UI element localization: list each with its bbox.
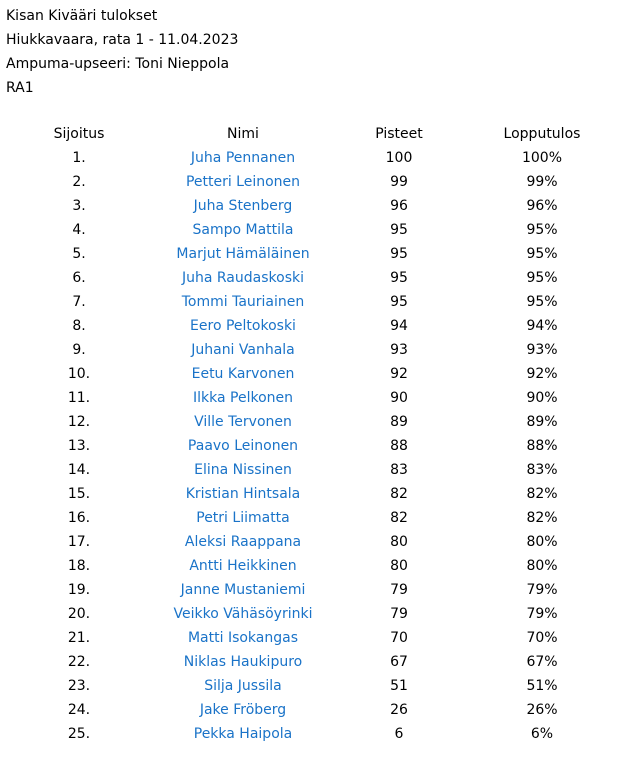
points-cell: 67	[390, 654, 408, 670]
shooter-name-link[interactable]: Kristian Hintsala	[185, 486, 301, 502]
result-cell: 99%	[526, 174, 558, 190]
name-cell	[152, 242, 334, 266]
points-cell: 80	[390, 534, 408, 550]
name-cell	[152, 146, 334, 170]
rank-cell: 20.	[67, 606, 91, 622]
table-row	[6, 170, 620, 194]
result-cell: 82%	[526, 510, 558, 526]
shooter-name-link[interactable]: Jake Fröberg	[199, 702, 287, 718]
name-cell	[152, 530, 334, 554]
result-cell: 80%	[526, 534, 558, 550]
table-row	[6, 650, 620, 674]
points-cell: 95	[390, 270, 408, 286]
table-row	[6, 242, 620, 266]
shooter-name-link[interactable]: Sampo Mattila	[192, 222, 294, 238]
name-cell	[152, 674, 334, 698]
competition-class: RA1	[6, 80, 34, 96]
name-cell	[152, 626, 334, 650]
name-cell	[152, 458, 334, 482]
column-header-result: Lopputulos	[503, 126, 581, 142]
points-cell: 100	[385, 150, 413, 166]
results-table	[6, 122, 620, 746]
shooter-name-link[interactable]: Marjut Hämäläinen	[176, 246, 310, 262]
table-row	[6, 626, 620, 650]
name-cell	[152, 434, 334, 458]
name-cell	[152, 506, 334, 530]
table-row	[6, 194, 620, 218]
result-cell: 100%	[521, 150, 563, 166]
table-row	[6, 530, 620, 554]
table-row	[6, 410, 620, 434]
table-header-row	[6, 122, 620, 146]
result-cell: 83%	[526, 462, 558, 478]
table-row	[6, 290, 620, 314]
result-cell: 82%	[526, 486, 558, 502]
name-cell	[152, 410, 334, 434]
result-cell: 90%	[526, 390, 558, 406]
rank-cell: 13.	[67, 438, 91, 454]
rank-cell: 2.	[72, 174, 86, 190]
column-header-points: Pisteet	[375, 126, 423, 142]
shooter-name-link[interactable]: Paavo Leinonen	[187, 438, 299, 454]
name-cell	[152, 170, 334, 194]
column-header-rank: Sijoitus	[53, 126, 105, 142]
column-header-name: Nimi	[227, 126, 259, 142]
table-row	[6, 578, 620, 602]
shooter-name-link[interactable]: Antti Heikkinen	[189, 558, 297, 574]
result-cell: 67%	[526, 654, 558, 670]
name-cell	[152, 266, 334, 290]
shooter-name-link[interactable]: Matti Isokangas	[187, 630, 299, 646]
points-cell: 80	[390, 558, 408, 574]
result-cell: 89%	[526, 414, 558, 430]
table-row	[6, 314, 620, 338]
shooter-name-link[interactable]: Juha Raudaskoski	[181, 270, 304, 286]
rank-cell: 6.	[72, 270, 86, 286]
rank-cell: 16.	[67, 510, 91, 526]
result-cell: 92%	[526, 366, 558, 382]
range-officer: Ampuma-upseeri: Toni Nieppola	[6, 56, 230, 72]
points-cell: 51	[390, 678, 408, 694]
shooter-name-link[interactable]: Juha Stenberg	[193, 198, 293, 214]
name-cell	[152, 194, 334, 218]
table-row	[6, 698, 620, 722]
result-cell: 95%	[526, 246, 558, 262]
name-cell	[152, 650, 334, 674]
name-cell	[152, 314, 334, 338]
table-row	[6, 338, 620, 362]
result-cell: 88%	[526, 438, 558, 454]
shooter-name-link[interactable]: Janne Mustaniemi	[180, 582, 306, 598]
shooter-name-link[interactable]: Eetu Karvonen	[191, 366, 295, 382]
points-cell: 95	[390, 222, 408, 238]
table-row	[6, 722, 620, 746]
table-row	[6, 146, 620, 170]
shooter-name-link[interactable]: Petteri Leinonen	[185, 174, 301, 190]
shooter-name-link[interactable]: Pekka Haipola	[193, 726, 293, 742]
name-cell	[152, 218, 334, 242]
points-cell: 83	[390, 462, 408, 478]
points-cell: 26	[390, 702, 408, 718]
points-cell: 95	[390, 294, 408, 310]
shooter-name-link[interactable]: Juhani Vanhala	[191, 342, 295, 358]
points-cell: 70	[390, 630, 408, 646]
result-cell: 95%	[526, 222, 558, 238]
name-cell	[152, 362, 334, 386]
venue-date: Hiukkavaara, rata 1 - 11.04.2023	[6, 32, 239, 48]
rank-cell: 25.	[67, 726, 91, 742]
points-cell: 93	[390, 342, 408, 358]
results-header	[6, 4, 238, 100]
points-cell: 82	[390, 510, 408, 526]
table-row	[6, 458, 620, 482]
table-row	[6, 434, 620, 458]
table-row	[6, 386, 620, 410]
shooter-name-link[interactable]: Aleksi Raappana	[184, 534, 302, 550]
points-cell: 94	[390, 318, 408, 334]
name-cell	[152, 602, 334, 626]
result-cell: 94%	[526, 318, 558, 334]
rank-cell: 15.	[67, 486, 91, 502]
page-title: Kisan Kivääri tulokset	[6, 8, 158, 24]
rank-cell: 23.	[67, 678, 91, 694]
name-cell	[152, 554, 334, 578]
rank-cell: 9.	[72, 342, 86, 358]
table-row	[6, 218, 620, 242]
table-row	[6, 482, 620, 506]
table-row	[6, 362, 620, 386]
rank-cell: 3.	[72, 198, 86, 214]
table-row	[6, 554, 620, 578]
result-cell: 26%	[526, 702, 558, 718]
rank-cell: 1.	[72, 150, 86, 166]
shooter-name-link[interactable]: Niklas Haukipuro	[183, 654, 303, 670]
shooter-name-link[interactable]: Ville Tervonen	[194, 414, 292, 430]
shooter-name-link[interactable]: Juha Pennanen	[190, 150, 296, 166]
rank-cell: 8.	[72, 318, 86, 334]
rank-cell: 11.	[67, 390, 91, 406]
shooter-name-link[interactable]: Elina Nissinen	[194, 462, 292, 478]
result-cell: 95%	[526, 270, 558, 286]
points-cell: 95	[390, 246, 408, 262]
rank-cell: 5.	[72, 246, 86, 262]
rank-cell: 18.	[67, 558, 91, 574]
table-row	[6, 674, 620, 698]
name-cell	[152, 386, 334, 410]
points-cell: 79	[390, 606, 408, 622]
shooter-name-link[interactable]: Ilkka Pelkonen	[193, 390, 293, 406]
result-cell: 95%	[526, 294, 558, 310]
points-cell: 88	[390, 438, 408, 454]
points-cell: 6	[394, 726, 404, 742]
shooter-name-link[interactable]: Veikko Vähäsöyrinki	[173, 606, 313, 622]
result-cell: 93%	[526, 342, 558, 358]
rank-cell: 14.	[67, 462, 91, 478]
points-cell: 79	[390, 582, 408, 598]
points-cell: 89	[390, 414, 408, 430]
name-cell	[152, 290, 334, 314]
rank-cell: 10.	[67, 366, 91, 382]
rank-cell: 17.	[67, 534, 91, 550]
table-row	[6, 506, 620, 530]
name-cell	[152, 338, 334, 362]
name-cell	[152, 482, 334, 506]
shooter-name-link[interactable]: Silja Jussila	[204, 678, 282, 694]
name-cell	[152, 578, 334, 602]
rank-cell: 12.	[67, 414, 91, 430]
result-cell: 79%	[526, 606, 558, 622]
results-body	[6, 146, 620, 746]
points-cell: 90	[390, 390, 408, 406]
shooter-name-link[interactable]: Petri Liimatta	[196, 510, 290, 526]
points-cell: 99	[390, 174, 408, 190]
result-cell: 80%	[526, 558, 558, 574]
result-cell: 79%	[526, 582, 558, 598]
rank-cell: 24.	[67, 702, 91, 718]
points-cell: 96	[390, 198, 408, 214]
table-row	[6, 266, 620, 290]
shooter-name-link[interactable]: Eero Peltokoski	[190, 318, 296, 334]
rank-cell: 7.	[72, 294, 86, 310]
name-cell	[152, 698, 334, 722]
rank-cell: 4.	[72, 222, 86, 238]
rank-cell: 19.	[67, 582, 91, 598]
result-cell: 96%	[526, 198, 558, 214]
name-cell	[152, 722, 334, 746]
points-cell: 92	[390, 366, 408, 382]
table-row	[6, 602, 620, 626]
rank-cell: 22.	[67, 654, 91, 670]
points-cell: 82	[390, 486, 408, 502]
result-cell: 6%	[530, 726, 554, 742]
result-cell: 70%	[526, 630, 558, 646]
shooter-name-link[interactable]: Tommi Tauriainen	[181, 294, 305, 310]
rank-cell: 21.	[67, 630, 91, 646]
result-cell: 51%	[526, 678, 558, 694]
